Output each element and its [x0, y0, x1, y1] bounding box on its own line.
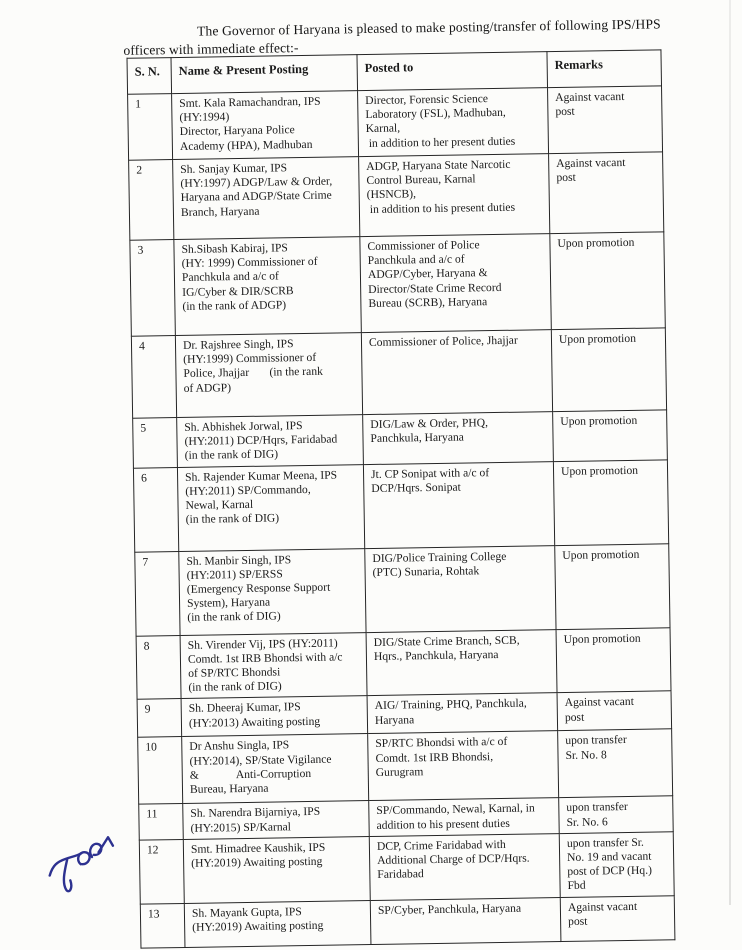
page-edge-artifact	[729, 0, 731, 905]
officer-name-cell: Sh. Narendra Bijarniya, IPS (HY:2015) SP/Karnal	[183, 801, 370, 839]
remarks-cell: Upon promotion	[555, 543, 670, 629]
posted-to-cell: DIG/Law & Order, PHQ, Panchkula, Haryana	[363, 412, 554, 465]
officer-name-cell: Sh. Abhishek Jorwal, IPS (HY:2011) DCP/Hqrs, Faridabad (in the rank of DIG)	[177, 415, 364, 468]
table-row	[136, 627, 671, 699]
row-sn: 4	[131, 336, 176, 419]
posted-to-cell: AIG/ Training, PHQ, Panchkula, Haryana	[367, 693, 558, 734]
officer-name-cell: Dr Anshu Singla, IPS (HY:2014), SP/State Vigilance & Anti-Corruption Bureau, Haryana	[182, 734, 369, 804]
header-sn: S. N.	[127, 58, 172, 95]
posted-to-cell: Director, Forensic Science Laboratory (FSL), Madhuban, Karnal, in addition to her present duties	[358, 88, 549, 157]
row-sn: 7	[135, 551, 180, 636]
officer-name-cell: Sh. Sanjay Kumar, IPS (HY:1997) ADGP/Law & Order, Haryana and ADGP/State Crime Branch, Haryana	[173, 157, 360, 240]
row-sn: 1	[128, 94, 173, 161]
officer-name-cell: Sh. Dheeraj Kumar, IPS (HY:2013) Awaiting posting	[181, 696, 368, 737]
row-sn: 8	[136, 635, 181, 699]
remarks-cell: upon transfer Sr. No. 19 and vacant post of DCP (Hq.) Fbd	[559, 832, 674, 898]
officer-name-cell: Dr. Rajshree Singh, IPS (HY:1999) Commissioner of Police, Jhajjar (in the rank of ADGP)	[175, 333, 362, 418]
posted-to-cell: DIG/State Crime Branch, SCB, Hqrs., Panchkula, Haryana	[366, 629, 557, 696]
remarks-cell: Against vacant post	[557, 691, 672, 731]
table-row	[138, 729, 673, 804]
header-name-present-posting: Name & Present Posting	[171, 55, 358, 94]
posted-to-cell: DIG/Police Training College (PTC) Sunaria, Rohtak	[365, 545, 556, 632]
table-row	[133, 410, 668, 468]
officer-name-cell: Sh. Mayank Gupta, IPS (HY:2019) Awaiting posting	[184, 900, 371, 947]
header-posted-to: Posted to	[357, 52, 548, 91]
row-sn: 12	[139, 839, 184, 903]
officer-name-cell: Sh. Virender Vij, IPS (HY:2011) Comdt. 1st IRB Bhondsi with a/c of SP/RTC Bhondsi (in the rank of DIG)	[180, 632, 367, 699]
remarks-cell: upon transfer Sr. No. 8	[558, 729, 673, 798]
officer-name-cell: Smt. Kala Ramachandran, IPS (HY:1994) Director, Haryana Police Academy (HPA), Madhuban	[172, 91, 359, 160]
table-row	[133, 459, 668, 551]
posted-to-cell: Jt. CP Sonipat with a/c of DCP/Hqrs. Sonipat	[363, 461, 554, 548]
row-sn: 11	[139, 804, 184, 840]
posted-to-cell: Commissioner of Police Panchkula and a/c of ADGP/Cyber, Haryana & Director/State Crime Record Bureau (SCRB), Haryana	[360, 234, 551, 333]
officer-name-cell: Sh. Manbir Singh, IPS (HY:2011) SP/ERSS (Emergency Response Support System), Haryana (in the rank of DIG)	[179, 548, 366, 635]
remarks-cell: Upon promotion	[550, 232, 665, 330]
table-row	[130, 232, 665, 336]
row-sn: 10	[138, 737, 183, 805]
remarks-cell: Against vacant post	[560, 895, 675, 941]
remarks-cell: Against vacant post	[548, 86, 663, 154]
header-remarks: Remarks	[547, 50, 662, 88]
posted-to-cell: SP/Cyber, Panchkula, Haryana	[370, 897, 561, 944]
row-sn: 3	[130, 240, 176, 337]
remarks-cell: upon transfer Sr. No. 6	[559, 796, 674, 833]
order-intro-text: The Governor of Haryana is pleased to make posting/transfer of following IPS/HPS officers with immediate effect:-	[123, 14, 727, 59]
posted-to-cell: Commissioner of Police, Jhajjar	[361, 330, 552, 415]
table-row	[129, 152, 664, 240]
remarks-cell: Upon promotion	[556, 627, 671, 693]
remarks-cell: Upon promotion	[553, 459, 668, 545]
posted-to-cell: DCP, Crime Faridabad with Additional Charge of DCP/Hqrs. Faridabad	[369, 833, 560, 900]
remarks-cell: Upon promotion	[551, 328, 666, 412]
officer-name-cell: Sh.Sibash Kabiraj, IPS (HY: 1999) Commissioner of Panchkula and a/c of IG/Cyber & DIR/SCRB (in the rank of ADGP)	[174, 237, 361, 336]
posting-transfer-table	[126, 49, 675, 948]
officer-name-cell: Smt. Himadree Kaushik, IPS (HY:2019) Awaiting posting	[183, 836, 370, 903]
row-sn: 6	[133, 467, 178, 552]
officer-name-cell: Sh. Rajender Kumar Meena, IPS (HY:2011) SP/Commando, Newal, Karnal (in the rank of DIG)	[177, 464, 364, 551]
table-row	[128, 86, 663, 160]
row-sn: 13	[140, 903, 185, 948]
row-sn: 5	[133, 418, 178, 468]
posted-to-cell: ADGP, Haryana State Narcotic Control Bureau, Karnal (HSNCB), in addition to his present duties	[359, 154, 550, 237]
remarks-cell: Upon promotion	[553, 410, 668, 461]
row-sn: 9	[137, 699, 182, 738]
signature	[41, 830, 125, 904]
table-row	[131, 328, 666, 418]
remarks-cell: Against vacant post	[549, 152, 664, 234]
posted-to-cell: SP/RTC Bhondsi with a/c of Comdt. 1st IRB Bhondsi, Gurugram	[368, 731, 559, 801]
posted-to-cell: SP/Commando, Newal, Karnal, in addition to his present duties	[369, 798, 560, 836]
table-row	[139, 832, 674, 904]
table-row	[135, 543, 670, 635]
row-sn: 2	[129, 160, 174, 241]
table-row	[140, 895, 675, 947]
